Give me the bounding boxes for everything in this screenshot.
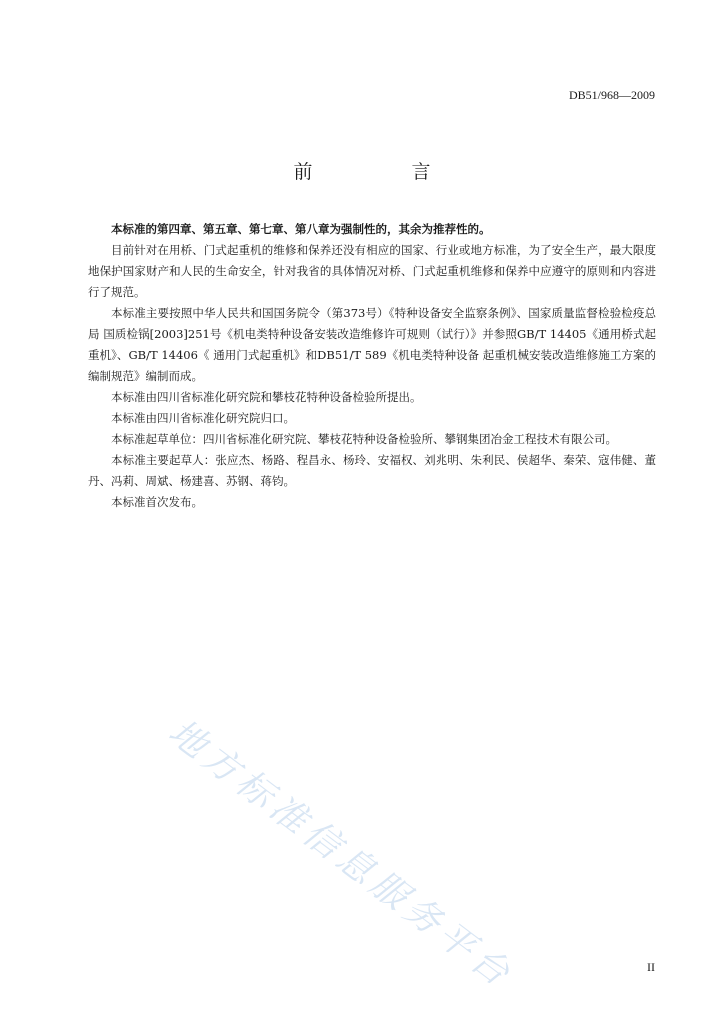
paragraph-background: 目前针对在用桥、门式起重机的维修和保养还没有相应的国家、行业或地方标准，为了安全生产，最大限度地保护国家财产和人民的生命安全，针对我省的具体情况对桥、门式起重机维修和保养中应遵守的原则和内容进行了规范。 <box>88 243 656 299</box>
paragraph-references: 本标准主要按照中华人民共和国国务院令（第373号）《特种设备安全监察条例》、国家质量监督检验检疫总局 国质检锅[2003]251号《机电类特种设备安装改造维修许可规则（试行）》并参照GB/T 14405《通用桥式起重机》、GB/T 14406《 通用门式起重机》和DB51/T 589《机电类特种设备 起重机械安装改造维修施工方案的编制规范》编制而成。 <box>88 306 656 383</box>
paragraph-first-release: 本标准首次发布。 <box>111 495 203 509</box>
paragraph-mandatory-chapters: 本标准的第四章、第五章、第七章、第八章为强制性的，其余为推荐性的。 <box>111 222 491 236</box>
watermark: 地方标准信息服务平台 <box>160 711 521 998</box>
page-title: 前 言 <box>293 161 471 183</box>
document-code: DB51/968—2009 <box>568 88 655 102</box>
foreword-body <box>88 219 656 513</box>
paragraph-proposer: 本标准由四川省标准化研究院和攀枝花特种设备检验所提出。 <box>111 390 422 404</box>
paragraph-administrator: 本标准由四川省标准化研究院归口。 <box>111 411 295 425</box>
paragraph-drafting-units: 本标准起草单位：四川省标准化研究院、攀枝花特种设备检验所、攀钢集团冶金工程技术有限公司。 <box>111 432 617 446</box>
page-number: II <box>647 960 655 974</box>
paragraph-drafters: 本标准主要起草人：张应杰、杨路、程昌永、杨玲、安福权、刘兆明、朱利民、侯超华、秦荣、寇伟健、董丹、冯莉、周斌、杨建喜、苏钢、蒋钧。 <box>88 453 656 488</box>
